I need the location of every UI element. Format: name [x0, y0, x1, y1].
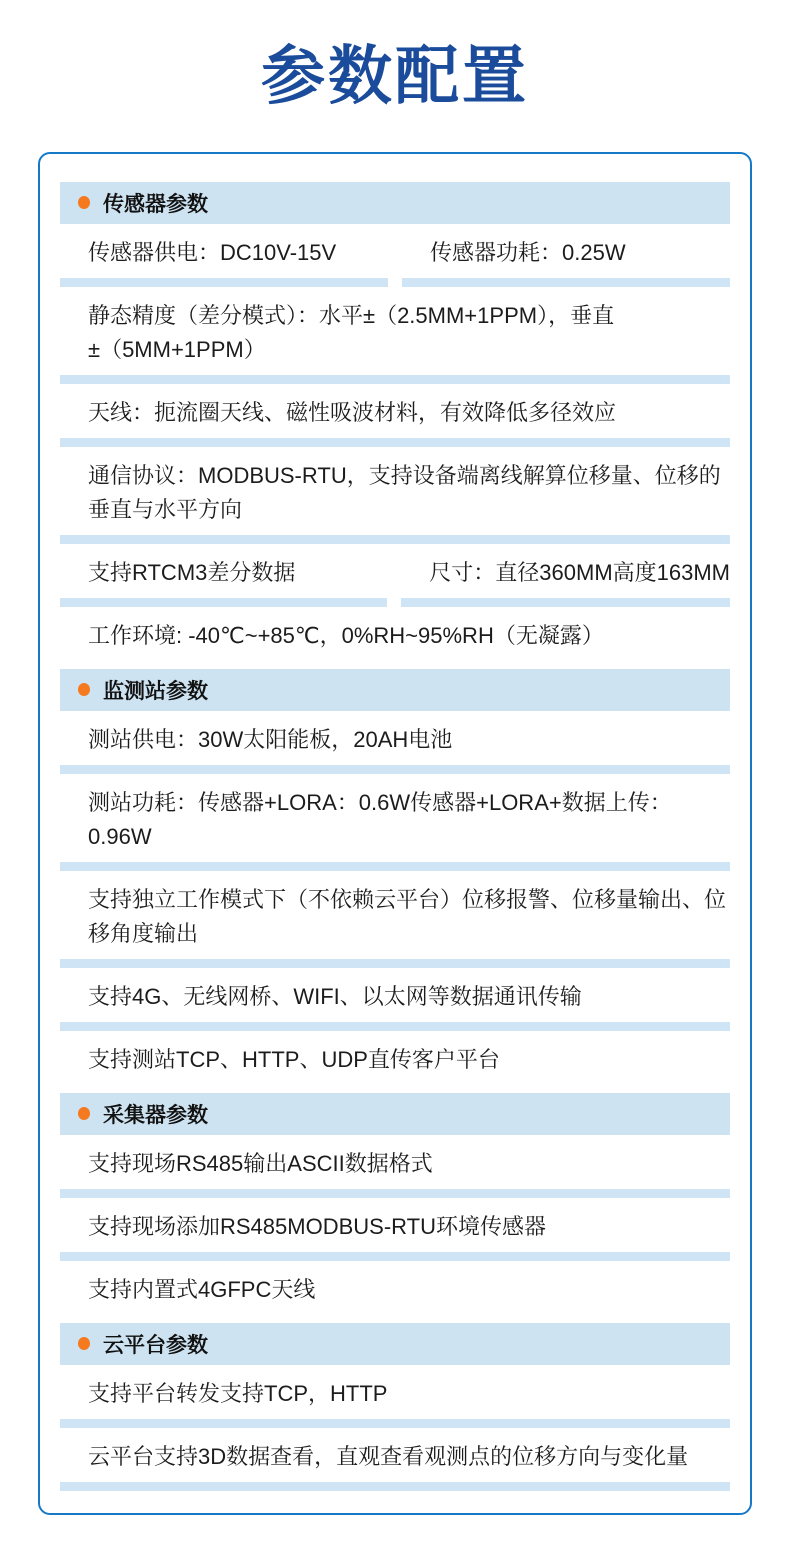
section-header	[60, 1323, 730, 1365]
spec-cell	[60, 556, 387, 607]
section-header	[60, 669, 730, 711]
spec-row	[60, 396, 730, 447]
section-header	[60, 1093, 730, 1135]
spec-text: 云平台支持3D数据查看，直观查看观测点的位移方向与变化量	[88, 1443, 689, 1469]
row-underline	[60, 1482, 730, 1491]
spec-row	[60, 980, 730, 1031]
page-title: 参数配置	[261, 40, 529, 112]
spec-text: 工作环境: -40℃~+85℃，0%RH~95%RH（无凝露）	[88, 622, 604, 648]
section-title: 采集器参数	[103, 1103, 208, 1127]
row-underline	[60, 1022, 730, 1031]
spec-row	[60, 883, 730, 968]
spec-row	[60, 723, 730, 774]
row-underline	[60, 959, 730, 968]
bullet-icon	[78, 683, 90, 696]
spec-panel	[38, 152, 752, 1515]
spec-row	[60, 299, 730, 384]
spec-text: 尺寸：直径360MM高度163MM	[429, 559, 730, 585]
spec-cell	[402, 236, 730, 287]
spec-text: 静态精度（差分模式）：水平±（2.5MM+1PPM），垂直±（5MM+1PPM）	[88, 302, 615, 362]
spec-row	[60, 1043, 730, 1077]
row-underline	[60, 535, 730, 544]
spec-text: 测站功耗：传感器+LORA：0.6W传感器+LORA+数据上传：0.96W	[88, 789, 672, 849]
spec-text: 天线：扼流圈天线、磁性吸波材料，有效降低多径效应	[88, 399, 617, 425]
spec-row	[60, 1273, 730, 1307]
spec-text: 支持现场RS485输出ASCII数据格式	[88, 1150, 433, 1176]
spec-text: 支持独立工作模式下（不依赖云平台）位移报警、位移量输出、位移角度输出	[88, 886, 727, 946]
row-underline	[60, 1419, 730, 1428]
spec-text: 传感器功耗：0.25W	[430, 239, 626, 265]
row-underline	[401, 598, 730, 607]
bullet-icon	[78, 1337, 90, 1350]
spec-row	[60, 1210, 730, 1261]
bullet-icon	[78, 196, 90, 209]
row-underline	[60, 765, 730, 774]
spec-text: 支持4G、无线网桥、WIFI、以太网等数据通讯传输	[88, 983, 582, 1009]
spec-text: 支持现场添加RS485MODBUS-RTU环境传感器	[88, 1213, 546, 1239]
spec-text: 测站供电：30W太阳能板，20AH电池	[88, 726, 453, 752]
row-underline	[60, 375, 730, 384]
spec-text: 支持内置式4GFPC天线	[88, 1276, 316, 1302]
spec-cell	[60, 236, 388, 287]
spec-cell	[401, 556, 730, 607]
spec-row	[60, 459, 730, 544]
spec-row	[60, 1440, 730, 1491]
row-underline	[60, 1189, 730, 1198]
spec-text: 支持RTCM3差分数据	[88, 559, 296, 585]
row-underline	[402, 278, 730, 287]
spec-text: 通信协议：MODBUS-RTU，支持设备端离线解算位移量、位移的垂直与水平方向	[88, 462, 721, 522]
spec-row	[60, 236, 730, 287]
spec-text: 支持平台转发支持TCP，HTTP	[88, 1380, 388, 1406]
spec-row	[60, 1377, 730, 1428]
row-underline	[60, 862, 730, 871]
section-title: 监测站参数	[103, 679, 208, 703]
section-title: 云平台参数	[103, 1333, 208, 1357]
bullet-icon	[78, 1107, 90, 1120]
row-underline	[60, 1252, 730, 1261]
spec-row	[60, 1147, 730, 1198]
spec-row	[60, 786, 730, 871]
row-underline	[60, 598, 387, 607]
row-underline	[60, 438, 730, 447]
spec-text: 传感器供电：DC10V-15V	[88, 239, 337, 265]
section-title: 传感器参数	[103, 192, 208, 216]
row-underline	[60, 278, 388, 287]
spec-row	[60, 619, 730, 653]
section-header	[60, 182, 730, 224]
spec-row	[60, 556, 730, 607]
spec-text: 支持测站TCP、HTTP、UDP直传客户平台	[88, 1046, 500, 1072]
